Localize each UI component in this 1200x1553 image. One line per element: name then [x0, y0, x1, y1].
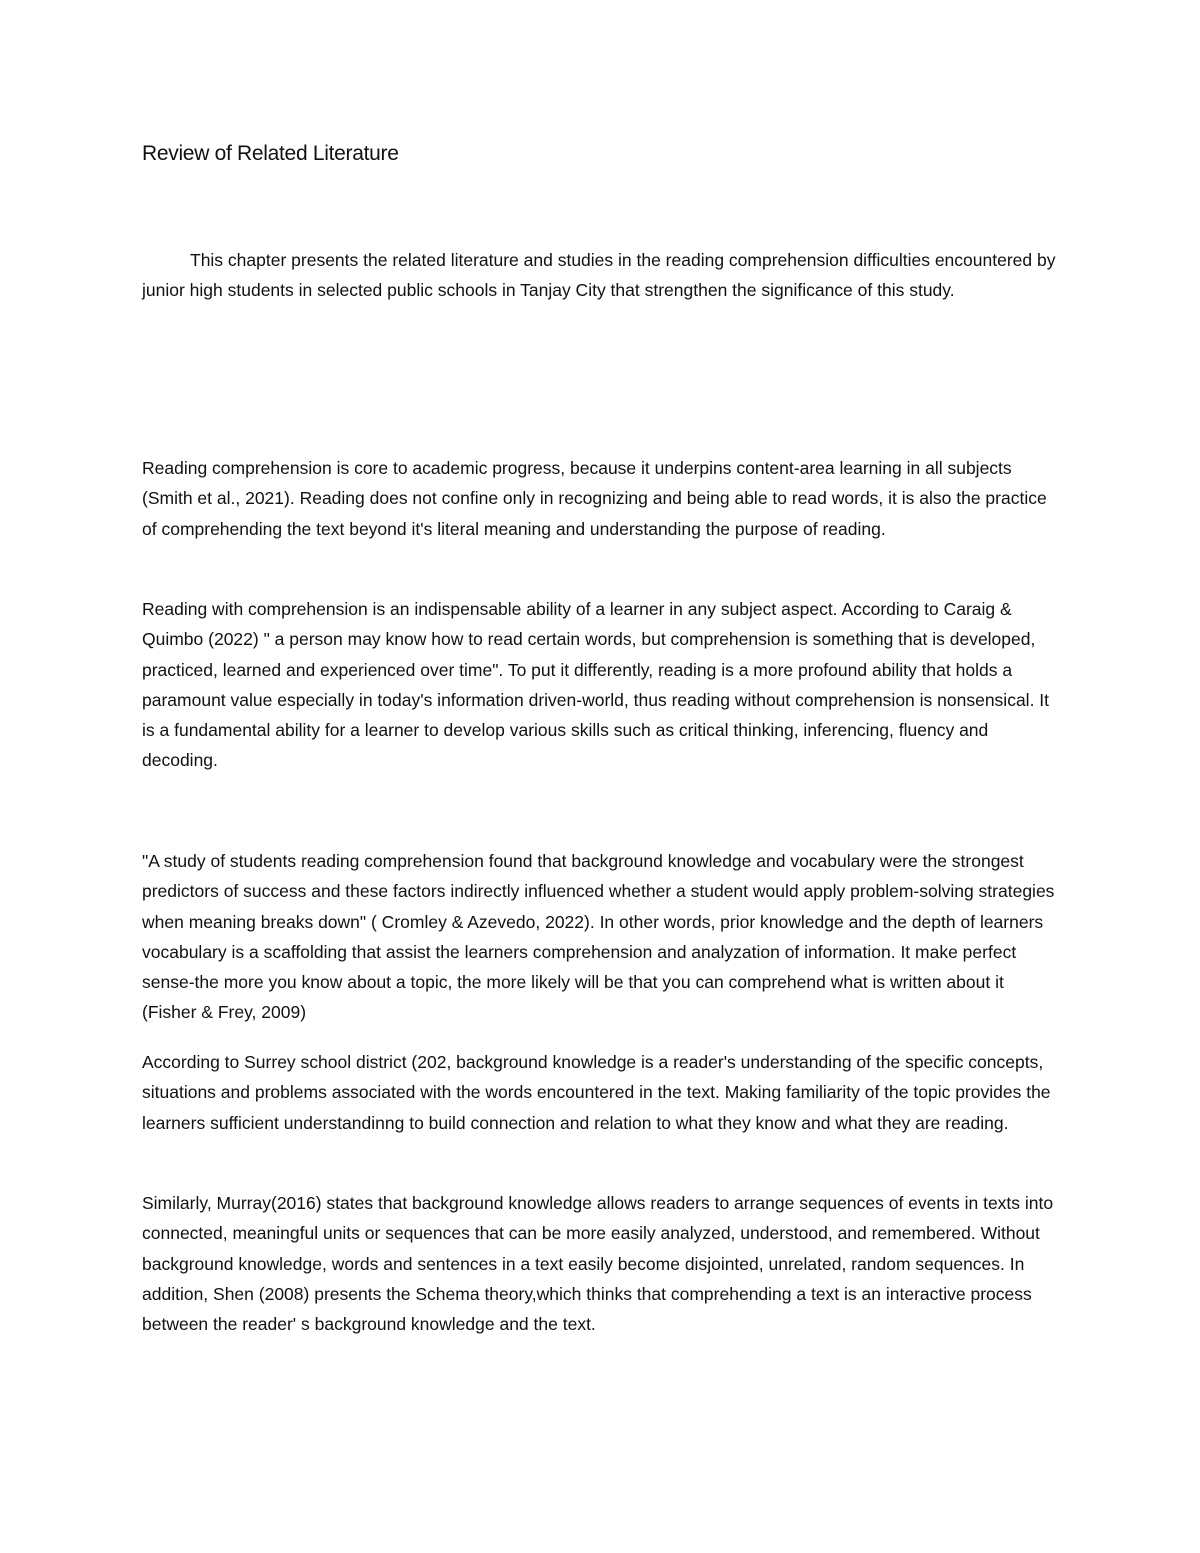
paragraph-chapter-intro: This chapter presents the related literature and studies in the reading comprehension difficulties encountered by junior high students in selected public schools in Tanjay City that strengthen the significance of this study. — [142, 250, 1056, 301]
paragraph-reading-with-comprehension: Reading with comprehension is an indispensable ability of a learner in any subject aspect. According to Caraig & Quimbo (2022) " a person may know how to read certain words, but comprehension is something that is developed, practiced, learned and experienced over time". To put it differently, reading is a more profound ability that holds a paramount value especially in today's information driven-world, thus reading without comprehension is nonsensical. It is a fundamental ability for a learner to develop various skills such as critical thinking, inferencing, fluency and decoding. — [142, 599, 1050, 771]
paragraph-background-knowledge-study: "A study of students reading comprehension found that background knowledge and vocabulary were the strongest predictors of success and these factors indirectly influenced whether a student would apply problem-solving strategies when meaning breaks down" ( Cromley & Azevedo, 2022). In other words, prior knowledge and the depth of learners vocabulary is a scaffolding that assist the learners comprehension and analyzation of information. It make perfect sense-the more you know about a topic, the more likely will be that you can comprehend what is written about it (Fisher & Frey, 2009) — [142, 851, 1055, 1023]
paragraph-surrey-school-district: According to Surrey school district (202, background knowledge is a reader's understanding of the specific concepts, situations and problems associated with the words encountered in the text. Making familiarity of the topic provides the learners sufficient understandinng to build connection and relation to what they know and what they are reading. — [142, 1052, 1051, 1133]
paragraph-reading-comprehension-core: Reading comprehension is core to academic progress, because it underpins content-area learning in all subjects (Smith et al., 2021). Reading does not confine only in recognizing and being able to read words, it is also the practice of comprehending the text beyond it's literal meaning and understanding the purpose of reading. — [142, 458, 1047, 539]
paragraph-murray-schema-theory: Similarly, Murray(2016) states that background knowledge allows readers to arrange sequences of events in texts into connected, meaningful units or sequences that can be more easily analyzed, understood, and remembered. Without background knowledge, words and sentences in a text easily become disjointed, unrelated, random sequences. In addition, Shen (2008) presents the Schema theory,which thinks that comprehending a text is an interactive process between the reader' s background knowledge and the text. — [142, 1193, 1054, 1335]
document-title: Review of Related Literature — [142, 142, 399, 165]
